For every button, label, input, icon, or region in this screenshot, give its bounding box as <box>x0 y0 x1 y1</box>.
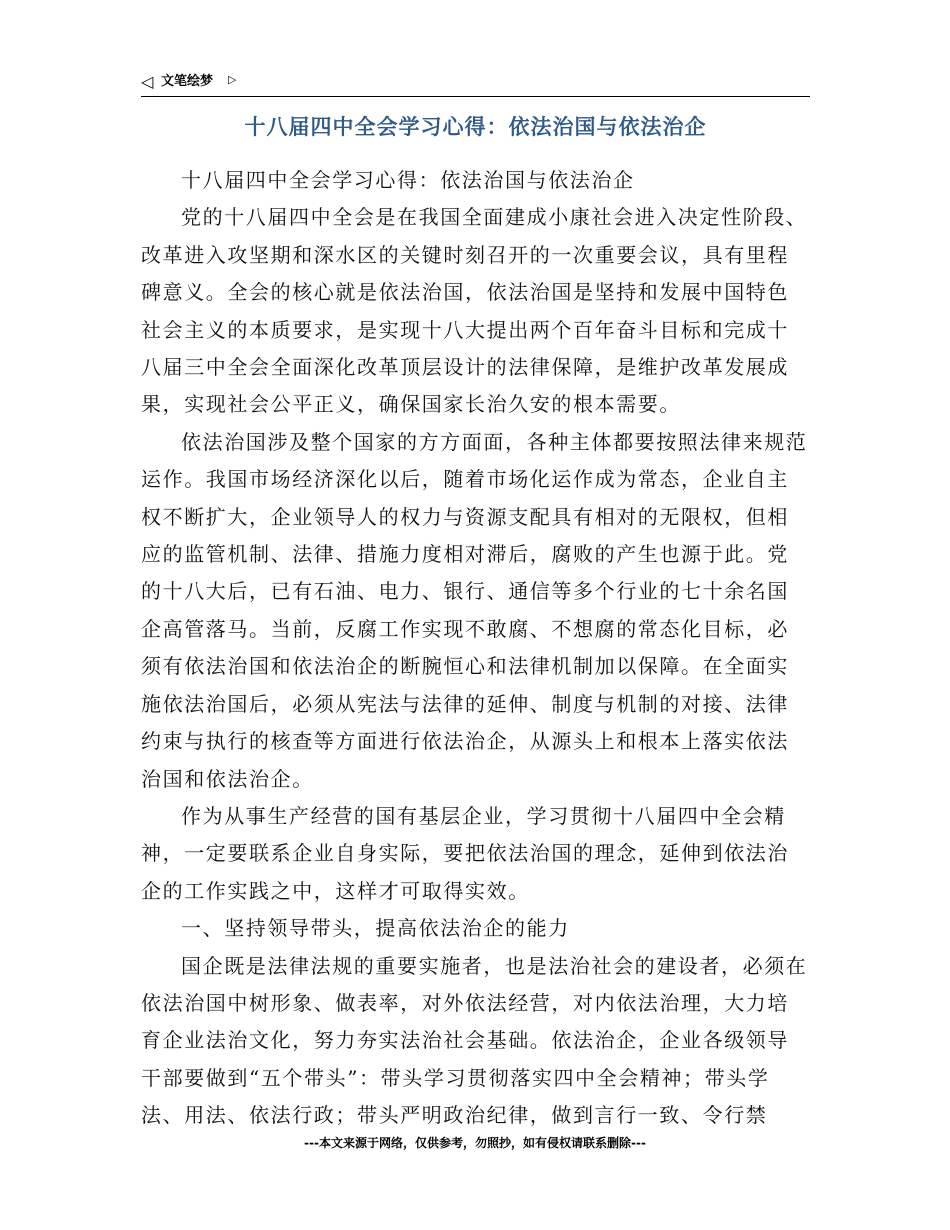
paragraph: 党的十八届四中全会是在我国全面建成小康社会进入决定性阶段、改革进入攻坚期和深水区的关键时刻召开的一次重要会议，具有里程碑意义。全会的核心就是依法治国，依法治国是坚持和发展中国特色社会主义的本质要求，是实现十八大提出两个百年奋斗目标和完成十八届三中全会全面深化改革顶层设计的法律保障，是维护改革发展成果，实现社会公平正义，确保国家长治久安的根本需要。 <box>141 205 808 417</box>
right-triangle-icon: ▷ <box>228 73 237 86</box>
document-body <box>141 162 810 1135</box>
paragraph: 依法治国涉及整个国家的方方面面，各种主体都要按照法律来规范运作。我国市场经济深化以后，随着市场化运作成为常态，企业自主权不断扩大，企业领导人的权力与资源支配具有相对的无限权，但相应的监管机制、法律、措施力度相对滞后，腐败的产生也源于此。党的十八大后，已有石油、电力、银行、通信等多个行业的七十余名国企高管落马。当前，反腐工作实现不敢腐、不想腐的常态化目标，必须有依法治国和依法治企的断腕恒心和法律机制加以保障。在全面实施依法治国后，必须从宪法与法律的延伸、制度与机制的对接、法律约束与执行的核查等方面进行依法治企，从源头上和根本上落实依法治国和依法治企。 <box>141 429 808 791</box>
paragraph-subtitle: 十八届四中全会学习心得：依法治国与依法治企 <box>181 168 635 192</box>
document-title: 十八届四中全会学习心得：依法治国与依法治企 <box>244 115 707 139</box>
page-header <box>141 70 810 97</box>
paragraph: 作为从事生产经营的国有基层企业，学习贯彻十八届四中全会精神，一定要联系企业自身实际，要把依法治国的理念，延伸到依法治企的工作实践之中，这样才可取得实效。 <box>141 803 789 903</box>
page-footer-disclaimer: ---本文来源于网络，仅供参考，勿照抄，如有侵权请联系删除--- <box>304 1136 646 1150</box>
section-heading: 一、坚持领导带头，提高依法治企的能力 <box>181 916 570 941</box>
left-triangle-icon: ◁ <box>141 72 154 91</box>
paragraph: 国企既是法律法规的重要实施者，也是法治社会的建设者，必须在依法治国中树形象、做表率，对外依法经营，对内依法治理，大力培育企业法治文化，努力夯实法治社会基础。依法治企，企业各级领导干部要做到“五个带头”：带头学习贯彻落实四中全会精神；带头学法、用法、依法行政；带头严明政治纪律，做到言行一致、令行禁 <box>141 953 808 1128</box>
header-brand: 文笔绘梦 <box>161 74 214 89</box>
